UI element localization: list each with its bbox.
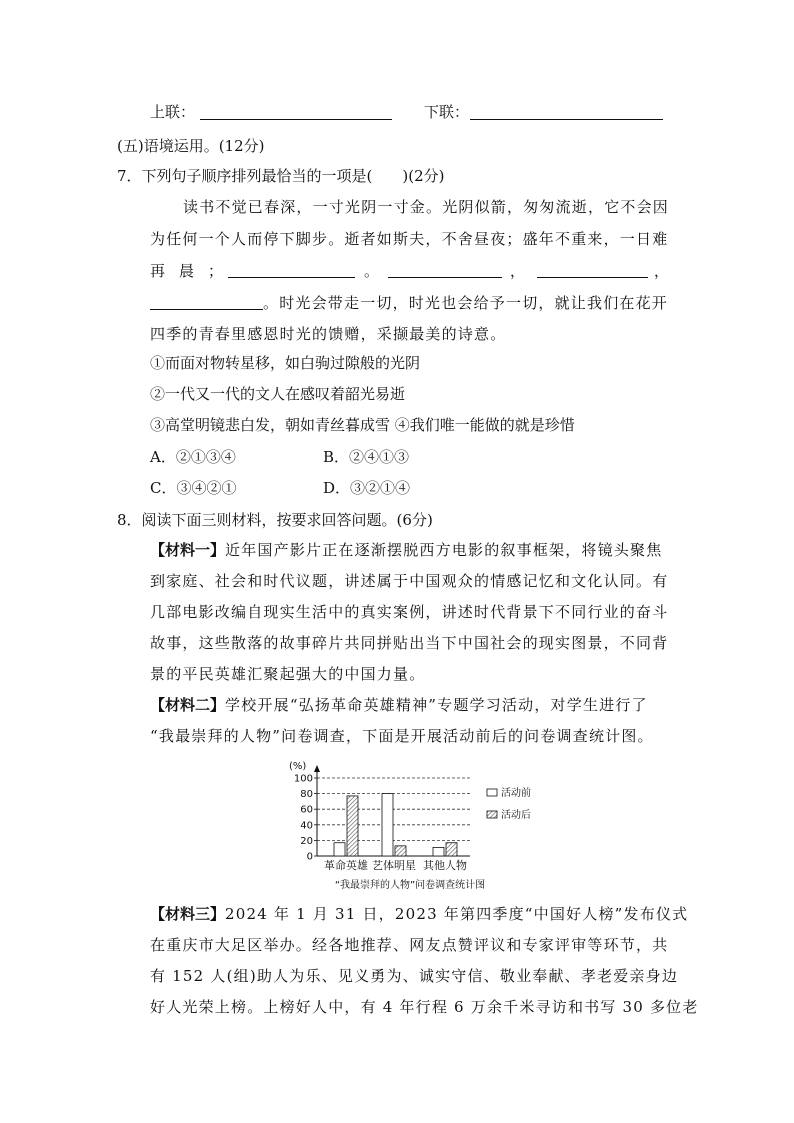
material-3-line-4: 好人光荣上榜。上榜好人中，有 4 年行程 6 万余千米寻访和书写 30 多位老	[150, 998, 699, 1016]
lower-couplet-label: 下联：	[424, 103, 470, 121]
x-tick-label: 革命英雄	[324, 859, 368, 872]
bar-before	[382, 794, 393, 856]
chart-legend	[487, 786, 531, 821]
material-3-line-2: 在重庆市大足区举办。经各地推荐、网友点赞评议和专家评审等环节，共	[150, 936, 669, 954]
survey-bar-chart	[282, 758, 552, 894]
lower-couplet-blank[interactable]	[470, 119, 663, 120]
q7-sentence-3-4: ③高堂明镜悲白发，朝如青丝暮成雪 ④我们唯一能做的就是珍惜	[150, 416, 575, 434]
q7-passage-line-3-start: 再晨；	[150, 262, 238, 280]
q7-separator-comma-1: ，	[510, 262, 527, 280]
q7-stem: 7．下列句子顺序排列最恰当的一项是( )(2分)	[117, 167, 445, 185]
material-1-tag: 【材料一】	[150, 541, 226, 559]
y-axis-label: (%)	[289, 761, 307, 772]
material-3-line-3: 有 152 人(组)助人为乐、见义勇为、诚实守信、敬业奉献、孝老爱亲身边	[150, 967, 679, 985]
q7-passage-line-1: 读书不觉已春深，一寸光阴一寸金。光阴似箭，匆匆流逝，它不会因	[183, 198, 670, 216]
q7-passage-line-4-end: 。时光会带走一切，时光也会给予一切，就让我们在花开	[263, 294, 669, 312]
y-tick-label: 20	[300, 835, 313, 847]
upper-couplet-label: 上联：	[150, 103, 196, 121]
q7-blank-2[interactable]	[388, 277, 502, 278]
bar-after	[446, 843, 457, 856]
material-3-tag: 【材料三】	[150, 905, 226, 923]
chart-grid	[317, 778, 470, 840]
y-tick-label: 80	[300, 789, 313, 801]
legend-label: 活动前	[501, 788, 531, 799]
x-tick-label: 艺体明星	[372, 859, 416, 872]
q7-sentence-2: ②一代又一代的文人在感叹着韶光易逝	[150, 385, 406, 403]
q7-passage-line-2: 为任何一个人而停下脚步。逝者如斯夫，不舍昼夜；盛年不重来，一日难	[150, 230, 669, 248]
material-1-line-4: 故事，这些散落的故事碎片共同拼贴出当下中国社会的现实图景，不同背	[150, 634, 669, 652]
bar-after	[395, 846, 406, 856]
legend-swatch	[487, 789, 497, 796]
bar-after	[347, 796, 358, 856]
q7-separator-period: 。	[364, 262, 381, 280]
q7-option-b[interactable]: B．②④①③	[323, 448, 410, 466]
y-axis-arrow	[314, 765, 320, 772]
bar-before	[433, 847, 444, 856]
section-title: (五)语境运用。(12分)	[117, 137, 265, 155]
q7-option-c[interactable]: C．③④②①	[150, 479, 237, 497]
material-1-line-5: 景的平民英雄汇聚起强大的中国力量。	[150, 665, 426, 683]
q7-option-a[interactable]: A．②①③④	[150, 448, 236, 466]
q7-separator-comma-2: ，	[654, 262, 671, 280]
q7-passage-line-5: 四季的青春里感恩时光的馈赠，采撷最美的诗意。	[150, 325, 507, 343]
y-tick-label: 60	[300, 804, 313, 816]
material-3-text-1: 2024 年 1 月 31 日，2023 年第四季度“中国好人榜”发布仪式	[225, 905, 689, 923]
chart-title: “我最崇拜的人物”问卷调查统计图	[334, 880, 486, 891]
material-3-line-1	[150, 903, 688, 924]
material-1-line-1	[150, 539, 662, 560]
bar-before	[334, 843, 345, 856]
q7-blank-1[interactable]	[228, 277, 355, 278]
material-1-text-1: 近年国产影片正在逐渐摆脱西方电影的叙事框架，将镜头聚焦	[225, 541, 663, 559]
q7-sentence-1: ①而面对物转星移，如白驹过隙般的光阴	[150, 354, 421, 372]
y-tick-label: 0	[306, 851, 313, 863]
material-2-line-2: “我最崇拜的人物”问卷调查，下面是开展活动前后的问卷调查统计图。	[150, 727, 654, 745]
material-1-line-2: 到家庭、社会和时代议题，讲述属于中国观众的情感记忆和文化认同。有	[150, 572, 669, 590]
y-tick-label: 100	[293, 773, 313, 785]
q7-option-d[interactable]: D．③②①④	[323, 479, 411, 497]
q8-stem: 8．阅读下面三则材料，按要求回答问题。(6分)	[117, 511, 433, 529]
legend-swatch	[487, 811, 497, 818]
material-2-line-1	[150, 694, 648, 715]
y-tick-label: 40	[300, 820, 313, 832]
material-1-line-3: 几部电影改编自现实生活中的真实案例，讲述时代背景下不同行业的奋斗	[150, 603, 669, 621]
material-2-text-1: 学校开展“弘扬革命英雄精神”专题学习活动，对学生进行了	[225, 696, 648, 714]
q7-blank-3[interactable]	[537, 277, 648, 278]
legend-label: 活动后	[501, 810, 531, 821]
x-tick-label: 其他人物	[423, 859, 467, 872]
material-2-tag: 【材料二】	[150, 696, 226, 714]
q7-blank-4[interactable]	[150, 309, 263, 310]
upper-couplet-blank[interactable]	[200, 119, 392, 120]
